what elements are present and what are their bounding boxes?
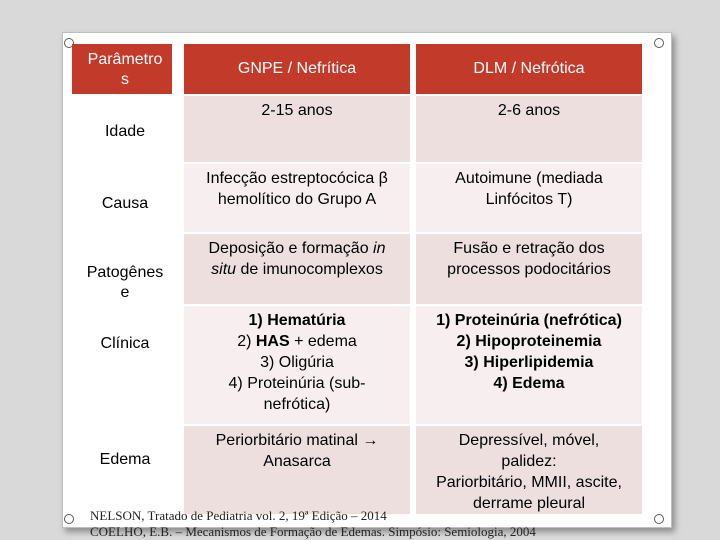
corner-ring-icon <box>654 514 664 524</box>
corner-ring-icon <box>654 38 664 48</box>
cell-causa-gnpe: Infecção estreptocócica β hemolítico do Grupo A <box>184 164 410 232</box>
row-label-edema: Edema <box>99 451 151 468</box>
cell-edema-dlm: Depressível, móvel, palidez: Pariorbitário, MMII, ascite, derrame pleural <box>416 426 642 514</box>
cell-causa-dlm: Autoimune (mediada Linfócitos T) <box>416 164 642 232</box>
reference-nelson: NELSON, Tratado de Pediatria vol. 2, 19ª Edição – 2014 <box>90 508 387 523</box>
row-label-clinica: Clínica <box>100 335 150 352</box>
row-label-idade: Idade <box>104 123 146 140</box>
row-label-patogenese: Patogênes e <box>86 264 164 301</box>
cell-idade-dlm: 2-6 anos <box>416 96 642 162</box>
cell-clinica-dlm: 1) Proteinúria (nefrótica) 2) Hipoproteinemia 3) Hiperlipidemia 4) Edema <box>416 306 642 424</box>
header-parameters-label: Parâmetro s <box>87 51 163 88</box>
cell-idade-gnpe: 2-15 anos <box>184 96 410 162</box>
cell-patogenese-dlm: Fusão e retração dos processos podocitários <box>416 234 642 304</box>
corner-ring-icon <box>64 514 74 524</box>
row-label-causa: Causa <box>101 195 149 212</box>
arrow-right-icon: → <box>362 432 379 449</box>
header-gnpe: GNPE / Nefrítica <box>184 44 410 94</box>
cell-patogenese-gnpe: Deposição e formação in situ de imunocomplexos <box>184 234 410 304</box>
cell-edema-gnpe: Periorbitário matinal → Anasarca <box>184 426 410 514</box>
cell-clinica-gnpe: 1) Hematúria 2) HAS + edema 3) Oligúria 4) Proteinúria (sub- nefrótica) <box>184 306 410 424</box>
header-dlm: DLM / Nefrótica <box>416 44 642 94</box>
reference-coelho: COELHO, E.B. – Mecanismos de Formação de Edemas. Simpósio: Semiologia, 2004 <box>90 524 536 539</box>
